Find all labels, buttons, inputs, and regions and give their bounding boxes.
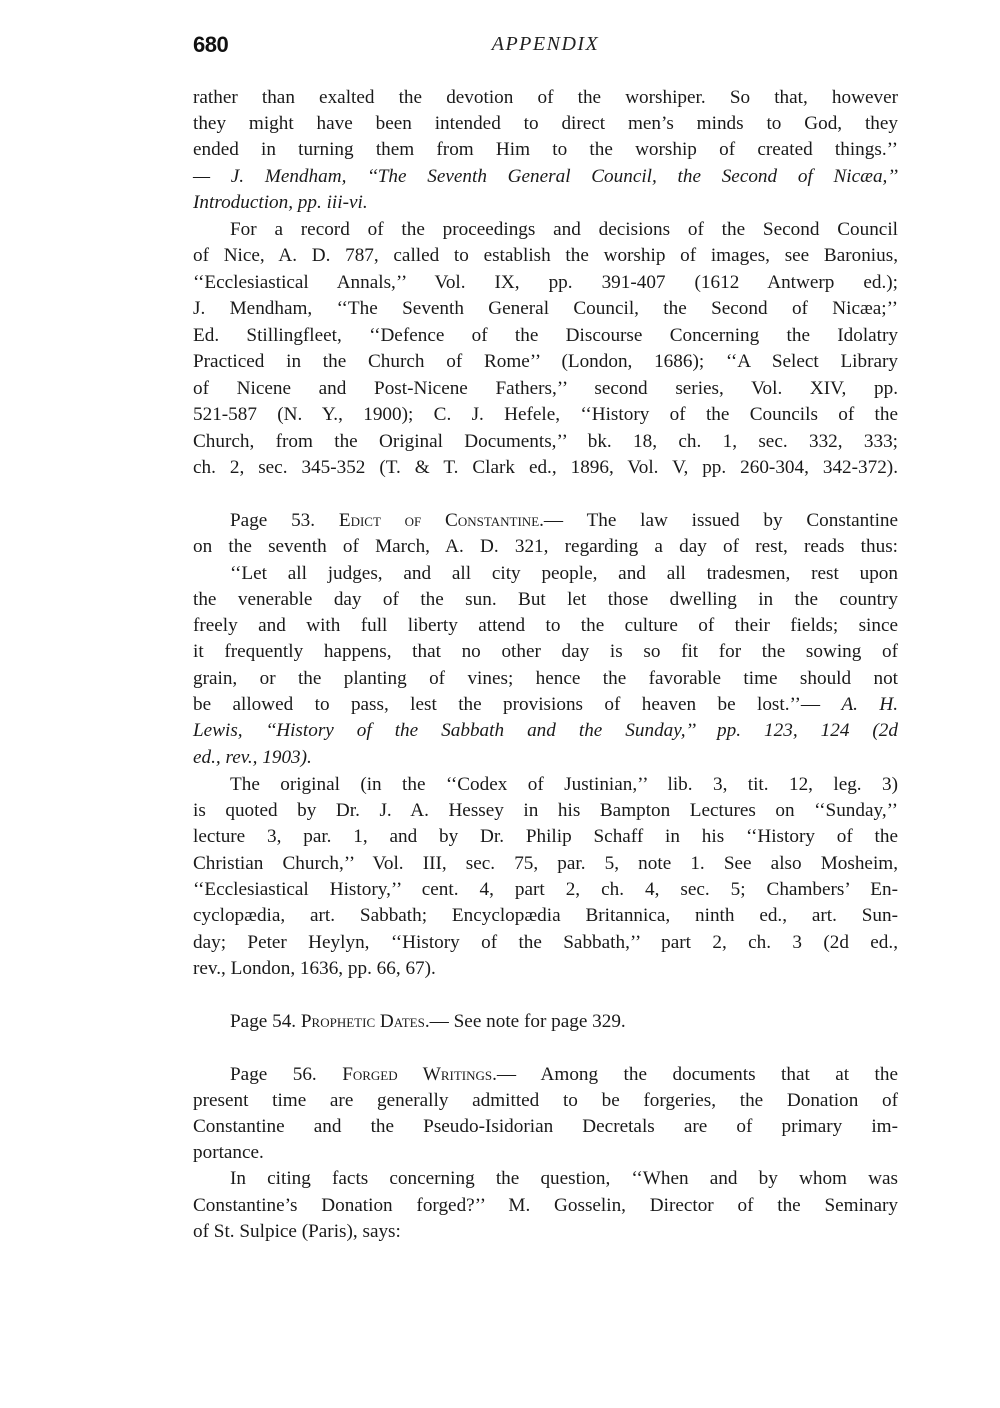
- text-line: Christian Church,’’ Vol. III, sec. 75, par. 5, note 1. See also Mosheim,: [193, 853, 898, 874]
- text-line: of Nice, A. D. 787, called to establish the worship of images, see Baronius,: [193, 245, 898, 266]
- text-line: For a record of the proceedings and decisions of the Second Council: [230, 219, 898, 240]
- text-line: ‘‘Ecclesiastical Annals,’’ Vol. IX, pp. 391-407 (1612 Antwerp ed.);: [193, 272, 898, 293]
- text-line: day; Peter Heylyn, ‘‘History of the Sabbath,’’ part 2, ch. 3 (2d ed.,: [193, 932, 898, 953]
- note-heading-line: [230, 1062, 898, 1088]
- page-header: [193, 32, 898, 62]
- text-line: 521-587 (N. Y., 1900); C. J. Hefele, ‘‘History of the Councils of the: [193, 404, 898, 425]
- page-reference: Page 53.: [230, 510, 316, 531]
- text-line: on the seventh of March, A. D. 321, regarding a day of rest, reads thus:: [193, 536, 898, 557]
- text-line: present time are generally admitted to be forgeries, the Donation of: [193, 1090, 898, 1111]
- text-line: ‘‘Let all judges, and all city people, and all tradesmen, rest upon: [230, 563, 898, 584]
- text-line: they might have been intended to direct men’s minds to God, they: [193, 113, 898, 134]
- text-line: rather than exalted the devotion of the worshiper. So that, however: [193, 87, 898, 108]
- note-heading-line: [230, 1009, 898, 1035]
- text-line: The original (in the ‘‘Codex of Justinian,’’ lib. 3, tit. 12, leg. 3): [230, 774, 898, 795]
- text-fragment: See note for page 329.: [453, 1011, 626, 1032]
- text-line: J. Mendham, ‘‘The Seventh General Council, the Second of Nicæa;’’: [193, 298, 898, 319]
- text-line: ended in turning them from Him to the worship of created things.’’: [193, 139, 898, 160]
- text-line: Constantine and the Pseudo-Isidorian Decretals are of primary im-: [193, 1116, 898, 1137]
- text-line: ‘‘Ecclesiastical History,’’ cent. 4, part 2, ch. 4, sec. 5; Chambers’ En-: [193, 879, 898, 900]
- note-heading-line: [230, 508, 898, 534]
- text-line: rev., London, 1636, pp. 66, 67).: [193, 958, 436, 979]
- running-title: APPENDIX: [491, 33, 600, 55]
- text-line: ch. 2, sec. 345-352 (T. & T. Clark ed., 1896, Vol. V, pp. 260-304, 342-372).: [193, 457, 898, 478]
- text-line: Church, from the Original Documents,’’ bk. 18, ch. 1, sec. 332, 333;: [193, 431, 898, 452]
- text-line: Constantine’s Donation forged?’’ M. Gosselin, Director of the Seminary: [193, 1195, 898, 1216]
- text-line: lecture 3, par. 1, and by Dr. Philip Schaff in his ‘‘History of the: [193, 826, 898, 847]
- text-line: is quoted by Dr. J. A. Hessey in his Bampton Lectures on ‘‘Sunday,’’: [193, 800, 898, 821]
- text-line: grain, or the planting of vines; hence the favorable time should not: [193, 668, 898, 689]
- text-line: [193, 692, 898, 718]
- text-fragment: be allowed to pass, lest the provisions of heaven be lost.’’—: [193, 694, 842, 715]
- note-title: Forged Writings.—: [342, 1064, 517, 1085]
- text-line: of Nicene and Post-Nicene Fathers,’’ second series, Vol. XIV, pp.: [193, 378, 898, 399]
- text-line: cyclopædia, art. Sabbath; Encyclopædia Britannica, ninth ed., art. Sun-: [193, 905, 898, 926]
- note-title: Edict of Constantine.—: [338, 510, 564, 531]
- text-line: Ed. Stillingfleet, ‘‘Defence of the Discourse Concerning the Idolatry: [193, 325, 898, 346]
- text-fragment: The law issued by Constantine: [586, 510, 899, 531]
- text-line: In citing facts concerning the question, ‘‘When and by whom was: [230, 1168, 898, 1189]
- citation-line: Lewis, ‘‘History of the Sabbath and the Sunday,’’ pp. 123, 124 (2d: [193, 720, 898, 741]
- page-reference: Page 56.: [230, 1064, 317, 1085]
- text-line: of St. Sulpice (Paris), says:: [193, 1221, 401, 1242]
- citation-author: A. H.: [841, 694, 898, 715]
- page-reference: Page 54.: [230, 1011, 297, 1032]
- text-line: Practiced in the Church of Rome’’ (London, 1686); ‘‘A Select Library: [193, 351, 898, 372]
- citation-line: — J. Mendham, ‘‘The Seventh General Council, the Second of Nicæa,’’: [193, 166, 898, 187]
- text-line: it frequently happens, that no other day is so fit for the sowing of: [193, 641, 898, 662]
- note-title: Prophetic Dates.—: [300, 1011, 449, 1032]
- citation-line: ed., rev., 1903).: [193, 747, 312, 768]
- text-line: the venerable day of the sun. But let those dwelling in the country: [193, 589, 898, 610]
- text-line: portance.: [193, 1142, 264, 1163]
- text-fragment: Among the documents that at the: [540, 1064, 898, 1085]
- citation-line: Introduction, pp. iii-vi.: [193, 192, 368, 213]
- text-line: freely and with full liberty attend to the culture of their fields; since: [193, 615, 898, 636]
- page-number: 680: [193, 32, 229, 57]
